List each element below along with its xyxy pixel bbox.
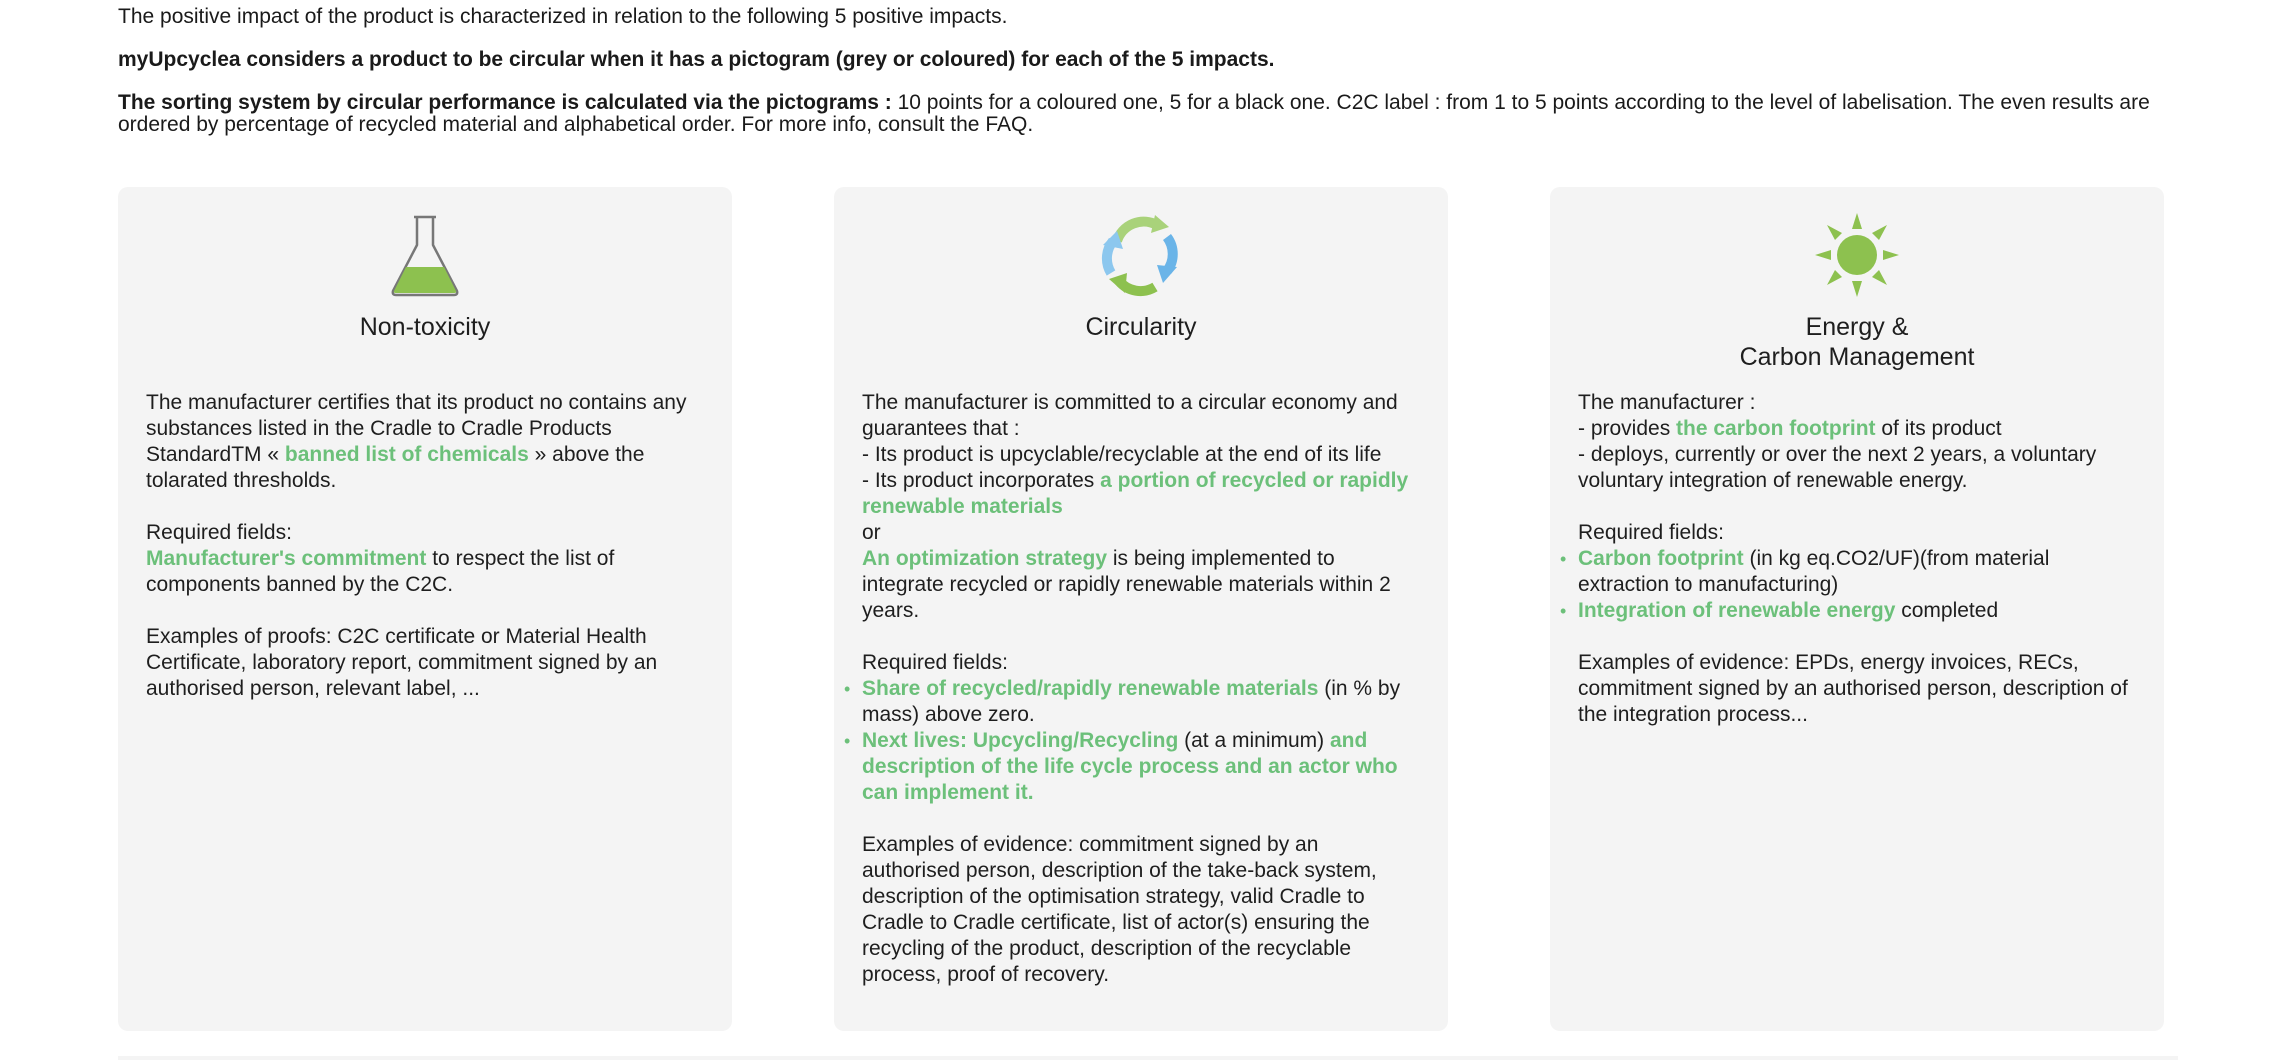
life-cycle-description-link[interactable]: and description of the life cycle process and an actor who can implement it. — [862, 729, 1398, 804]
card-paragraph: The manufacturer is committed to a circular economy and guarantees that : — [862, 391, 1398, 440]
required-fields-label: Required fields: — [1578, 521, 1724, 544]
next-lives-link[interactable]: Next lives: Upcycling/Recycling — [862, 729, 1179, 752]
text: is being implemented to integrate recycled or rapidly renewable materials within 2 years. — [862, 547, 1391, 622]
intro-line-3-bold: The sorting system by circular performance is calculated via the pictograms : — [118, 91, 892, 114]
sun-icon — [1813, 211, 1901, 299]
required-field-item — [146, 546, 706, 598]
card-body — [862, 390, 1422, 988]
card-paragraph — [862, 468, 1422, 520]
share-recycled-link[interactable]: Share of recycled/rapidly renewable materials — [862, 677, 1319, 700]
proofs-text: Examples of proofs: C2C certificate or Material Health Certificate, laboratory report, commitment signed by an authorised person, relevant label, ... — [146, 625, 658, 700]
intro-line-3 — [118, 92, 2178, 136]
required-field-item — [1578, 546, 2138, 598]
card-paragraph — [1578, 416, 2138, 442]
text: - Its product incorporates — [862, 469, 1101, 492]
text: (in kg eq.CO2/UF)(from material extraction to manufacturing) — [1578, 547, 2050, 596]
card-body — [146, 390, 706, 702]
text: of its product — [1875, 417, 2002, 440]
card-title — [1550, 312, 2164, 372]
required-field-item — [1578, 598, 2138, 624]
text: (at a minimum) — [1178, 729, 1330, 752]
card-paragraph — [146, 390, 706, 494]
or-text: or — [862, 521, 881, 544]
required-field-item — [862, 728, 1422, 806]
text: completed — [1895, 599, 1999, 622]
recycled-materials-link[interactable]: a portion of recycled or rapidly renewable materials — [862, 469, 1409, 518]
manufacturer-commitment-link[interactable]: Manufacturer's commitment — [146, 547, 427, 570]
card-paragraph — [862, 546, 1422, 624]
intro-line-2: myUpcyclea considers a product to be circular when it has a pictogram (grey or coloured) for each of the 5 impacts. — [118, 48, 1275, 71]
required-fields-label: Required fields: — [146, 521, 292, 544]
required-fields-label: Required fields: — [862, 651, 1008, 674]
carbon-footprint-link[interactable]: the carbon footprint — [1676, 417, 1876, 440]
required-field-item — [862, 676, 1422, 728]
recycle-arrows-icon — [1097, 211, 1185, 299]
intro-line-3-rest: 10 points for a coloured one, 5 for a black one. C2C label : from 1 to 5 points according to the level of labelisation. The even results are ordered by percentage of recycled material and alphabetical order. For more info, consult the FAQ. — [118, 91, 2150, 136]
card-paragraph: - Its product is upcyclable/recyclable at the end of its life — [862, 443, 1382, 466]
renewable-energy-link[interactable]: Integration of renewable energy — [1578, 599, 1896, 622]
text: (in % by mass) above zero. — [862, 677, 1401, 726]
card-circularity — [834, 187, 1448, 1031]
card-title: Non-toxicity — [359, 313, 491, 341]
text: - provides — [1578, 417, 1677, 440]
card-body — [1578, 390, 2138, 728]
text: The manufacturer certifies that its product no contains any substances listed in the Cradle to Cradle Products StandardTM « — [146, 391, 687, 466]
card-title-line-2: Carbon Management — [1739, 343, 1975, 371]
card-energy-carbon — [1550, 187, 2164, 1031]
optimization-strategy-link[interactable]: An optimization strategy — [862, 547, 1108, 570]
evidence-text: Examples of evidence: commitment signed by an authorised person, description of the take-back system, description of the optimisation strategy, valid Cradle to Cradle to Cradle certificate, list of actor(s) ensuring the recycling of the product, description of the recyclable process, proof of recovery. — [862, 833, 1377, 986]
intro-line-1: The positive impact of the product is characterized in relation to the following 5 positive impacts. — [118, 5, 1008, 28]
card-paragraph: - deploys, currently or over the next 2 years, a voluntary voluntary integration of renewable energy. — [1578, 443, 2097, 492]
card-non-toxicity — [118, 187, 732, 1031]
evidence-text: Examples of evidence: EPDs, energy invoices, RECs, commitment signed by an authorised person, description of the integration process... — [1578, 651, 2128, 726]
text: to respect the list of components banned by the C2C. — [146, 547, 615, 596]
card-title-line-1: Energy & — [1805, 313, 1909, 341]
next-row-cards-edge — [118, 1056, 2178, 1060]
text: » above the tolarated thresholds. — [146, 443, 645, 492]
flask-icon — [381, 211, 469, 299]
card-paragraph: The manufacturer : — [1578, 391, 1756, 414]
banned-list-link[interactable]: banned list of chemicals — [284, 443, 529, 466]
carbon-footprint-field-link[interactable]: Carbon footprint — [1578, 547, 1744, 570]
card-title: Circularity — [1085, 313, 1197, 341]
